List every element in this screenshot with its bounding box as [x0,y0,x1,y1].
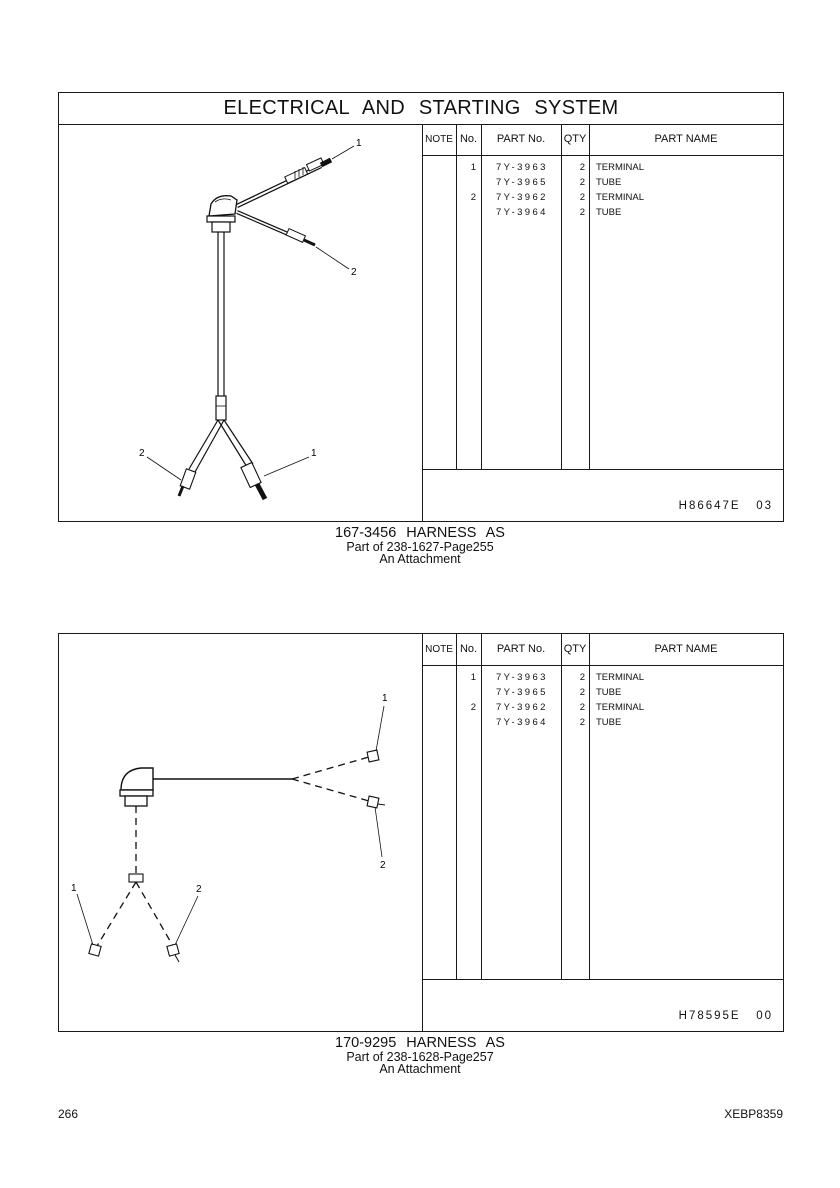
header-part-no: PART No. [496,643,546,655]
row-no: 2 [470,192,476,203]
row-part-no: 7Y-3964 [496,207,548,218]
caption-title: 170-9295 HARNESS AS [335,1035,505,1051]
header-qty: QTY [563,643,587,655]
caption-1 [0,526,840,565]
header-part-name: PART NAME [654,133,718,145]
parts-table-2 [422,634,783,1031]
callout-label: 2 [196,884,202,895]
row-part-no: 7Y-3965 [496,177,548,188]
row-part-name: TERMINAL [596,162,645,173]
callout-label: 1 [382,693,388,704]
row-no: 2 [470,702,476,713]
row-no: 1 [470,672,476,683]
row-part-name: TUBE [596,687,622,698]
section-title: ELECTRICAL AND STARTING SYSTEM [59,93,783,125]
header-part-no: PART No. [496,133,546,145]
header-note: NOTE [425,644,453,655]
header-qty: QTY [563,133,587,145]
row-part-no: 7Y-3962 [496,192,548,203]
callout-label: 1 [311,448,317,459]
row-part-no: 7Y-3964 [496,717,548,728]
harness-illustration-1 [59,124,422,521]
page-number: 266 [58,1107,79,1121]
callout-label: 2 [139,448,145,459]
harness-illustration-2 [59,634,422,1031]
header-no: No. [459,643,478,655]
row-part-name: TUBE [596,207,622,218]
callout-label: 2 [380,860,386,871]
row-qty: 2 [579,702,585,713]
row-no: 1 [470,162,476,173]
caption-subtitle: Part of 238-1627-Page255 [346,540,494,554]
header-part-name: PART NAME [654,643,718,655]
row-qty: 2 [579,207,585,218]
row-qty: 2 [579,177,585,188]
row-part-name: TUBE [596,717,622,728]
callout-label: 1 [356,138,362,149]
callout-label: 1 [71,883,77,894]
header-no: No. [459,133,478,145]
row-part-no: 7Y-3963 [496,672,548,683]
caption-subtitle: An Attachment [379,552,461,566]
image-reference: H78595E 00 [678,1010,773,1022]
image-reference: H86647E 03 [678,500,773,512]
row-part-name: TUBE [596,177,622,188]
caption-title: 167-3456 HARNESS AS [335,525,505,541]
caption-subtitle: An Attachment [379,1062,461,1076]
caption-subtitle: Part of 238-1628-Page257 [346,1050,494,1064]
row-part-no: 7Y-3962 [496,702,548,713]
row-part-name: TERMINAL [596,702,645,713]
row-part-no: 7Y-3965 [496,687,548,698]
header-note: NOTE [425,134,453,145]
parts-table-1 [422,124,783,521]
row-qty: 2 [579,687,585,698]
row-qty: 2 [579,162,585,173]
row-qty: 2 [579,192,585,203]
row-qty: 2 [579,717,585,728]
row-qty: 2 [579,672,585,683]
caption-2 [0,1036,840,1075]
row-part-no: 7Y-3963 [496,162,548,173]
callout-label: 2 [351,267,357,278]
row-part-name: TERMINAL [596,192,645,203]
document-code: XEBP8359 [724,1107,783,1121]
row-part-name: TERMINAL [596,672,645,683]
parts-panel-2 [58,633,784,1032]
parts-panel-1 [58,92,784,522]
